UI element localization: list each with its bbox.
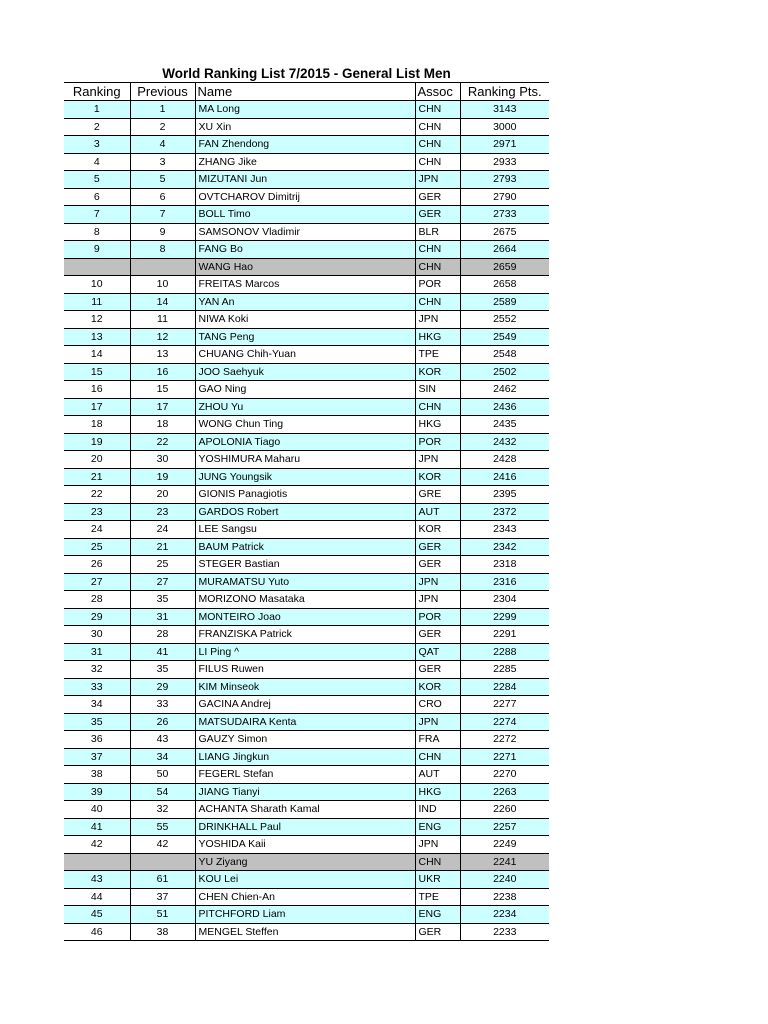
cell-assoc: GER (415, 206, 460, 224)
cell-assoc: HKG (415, 783, 460, 801)
header-ranking: Ranking (64, 83, 130, 101)
cell-name: YU Ziyang (195, 853, 415, 871)
cell-name: GARDOS Robert (195, 503, 415, 521)
cell-name: MONTEIRO Joao (195, 608, 415, 626)
cell-ranking-pts: 2277 (460, 696, 549, 714)
cell-ranking-pts: 2270 (460, 766, 549, 784)
cell-assoc: KOR (415, 521, 460, 539)
cell-ranking-pts: 2274 (460, 713, 549, 731)
cell-name: FANG Bo (195, 241, 415, 259)
cell-previous: 25 (130, 556, 195, 574)
cell-name: MIZUTANI Jun (195, 171, 415, 189)
cell-assoc: KOR (415, 678, 460, 696)
cell-ranking: 39 (64, 783, 130, 801)
cell-ranking-pts: 2548 (460, 346, 549, 364)
cell-name: CHEN Chien-An (195, 888, 415, 906)
cell-ranking-pts: 2659 (460, 258, 549, 276)
cell-ranking: 45 (64, 906, 130, 924)
cell-ranking: 36 (64, 731, 130, 749)
cell-assoc: HKG (415, 328, 460, 346)
cell-name: FAN Zhendong (195, 136, 415, 154)
cell-ranking-pts: 2436 (460, 398, 549, 416)
table-row (64, 748, 549, 766)
cell-ranking: 35 (64, 713, 130, 731)
cell-previous: 5 (130, 171, 195, 189)
cell-name: YOSHIDA Kaii (195, 836, 415, 854)
table-row-highlighted (64, 258, 549, 276)
cell-previous (130, 853, 195, 871)
cell-name: JOO Saehyuk (195, 363, 415, 381)
cell-name: BAUM Patrick (195, 538, 415, 556)
table-row (64, 433, 549, 451)
cell-assoc: CHN (415, 118, 460, 136)
cell-previous: 32 (130, 801, 195, 819)
cell-ranking: 26 (64, 556, 130, 574)
cell-previous: 17 (130, 398, 195, 416)
table-row (64, 818, 549, 836)
cell-previous: 35 (130, 591, 195, 609)
cell-name: CHUANG Chih-Yuan (195, 346, 415, 364)
table-row (64, 136, 549, 154)
cell-name: YOSHIMURA Maharu (195, 451, 415, 469)
cell-ranking: 41 (64, 818, 130, 836)
cell-assoc: GER (415, 538, 460, 556)
table-row (64, 101, 549, 119)
cell-name: GACINA Andrej (195, 696, 415, 714)
cell-previous: 26 (130, 713, 195, 731)
cell-assoc: CRO (415, 696, 460, 714)
cell-assoc: JPN (415, 573, 460, 591)
cell-previous: 31 (130, 608, 195, 626)
cell-ranking: 1 (64, 101, 130, 119)
cell-ranking: 20 (64, 451, 130, 469)
cell-assoc: IND (415, 801, 460, 819)
cell-ranking-pts: 2316 (460, 573, 549, 591)
cell-ranking-pts: 2238 (460, 888, 549, 906)
cell-assoc: CHN (415, 293, 460, 311)
cell-assoc: TPE (415, 888, 460, 906)
cell-previous: 22 (130, 433, 195, 451)
cell-name: JUNG Youngsik (195, 468, 415, 486)
cell-previous: 34 (130, 748, 195, 766)
cell-name: SAMSONOV Vladimir (195, 223, 415, 241)
table-row (64, 696, 549, 714)
cell-previous: 51 (130, 906, 195, 924)
table-row (64, 118, 549, 136)
header-assoc: Assoc (415, 83, 460, 101)
cell-name: DRINKHALL Paul (195, 818, 415, 836)
cell-ranking: 16 (64, 381, 130, 399)
cell-assoc: HKG (415, 416, 460, 434)
cell-ranking-pts: 2304 (460, 591, 549, 609)
table-row (64, 538, 549, 556)
cell-previous: 3 (130, 153, 195, 171)
cell-ranking-pts: 2234 (460, 906, 549, 924)
cell-name: LEE Sangsu (195, 521, 415, 539)
cell-ranking: 40 (64, 801, 130, 819)
cell-previous: 19 (130, 468, 195, 486)
cell-name: LIANG Jingkun (195, 748, 415, 766)
cell-ranking (64, 853, 130, 871)
cell-assoc: GRE (415, 486, 460, 504)
cell-ranking-pts: 2395 (460, 486, 549, 504)
cell-previous: 14 (130, 293, 195, 311)
cell-ranking-pts: 2272 (460, 731, 549, 749)
cell-ranking-pts: 2589 (460, 293, 549, 311)
cell-assoc: JPN (415, 591, 460, 609)
cell-assoc: GER (415, 626, 460, 644)
cell-ranking: 7 (64, 206, 130, 224)
cell-ranking-pts: 2790 (460, 188, 549, 206)
cell-ranking-pts: 2664 (460, 241, 549, 259)
cell-name: WONG Chun Ting (195, 416, 415, 434)
table-row (64, 521, 549, 539)
cell-name: FILUS Ruwen (195, 661, 415, 679)
cell-name: XU Xin (195, 118, 415, 136)
cell-assoc: CHN (415, 398, 460, 416)
cell-assoc: CHN (415, 101, 460, 119)
cell-name: WANG Hao (195, 258, 415, 276)
table-row (64, 871, 549, 889)
table-row (64, 346, 549, 364)
table-row (64, 328, 549, 346)
cell-ranking: 23 (64, 503, 130, 521)
cell-previous: 11 (130, 311, 195, 329)
table-row (64, 731, 549, 749)
cell-name: JIANG Tianyi (195, 783, 415, 801)
cell-ranking-pts: 2240 (460, 871, 549, 889)
cell-assoc: BLR (415, 223, 460, 241)
table-row (64, 486, 549, 504)
cell-previous: 38 (130, 923, 195, 941)
cell-ranking-pts: 2291 (460, 626, 549, 644)
cell-assoc: ENG (415, 906, 460, 924)
cell-assoc: SIN (415, 381, 460, 399)
cell-previous: 55 (130, 818, 195, 836)
cell-ranking-pts: 2263 (460, 783, 549, 801)
cell-previous: 29 (130, 678, 195, 696)
cell-ranking: 29 (64, 608, 130, 626)
header-name: Name (195, 83, 415, 101)
cell-ranking: 44 (64, 888, 130, 906)
cell-ranking-pts: 2428 (460, 451, 549, 469)
cell-previous: 4 (130, 136, 195, 154)
cell-ranking: 12 (64, 311, 130, 329)
cell-name: MURAMATSU Yuto (195, 573, 415, 591)
cell-assoc: CHN (415, 258, 460, 276)
cell-ranking-pts: 2342 (460, 538, 549, 556)
ranking-table (64, 82, 549, 941)
cell-previous: 20 (130, 486, 195, 504)
header-ranking-pts: Ranking Pts. (460, 83, 549, 101)
table-row (64, 766, 549, 784)
cell-ranking: 28 (64, 591, 130, 609)
cell-ranking: 31 (64, 643, 130, 661)
cell-assoc: POR (415, 433, 460, 451)
cell-name: STEGER Bastian (195, 556, 415, 574)
cell-previous: 21 (130, 538, 195, 556)
cell-ranking-pts: 2971 (460, 136, 549, 154)
cell-name: MORIZONO Masataka (195, 591, 415, 609)
cell-assoc: CHN (415, 136, 460, 154)
table-row (64, 713, 549, 731)
cell-ranking: 43 (64, 871, 130, 889)
table-row (64, 188, 549, 206)
cell-ranking-pts: 2933 (460, 153, 549, 171)
cell-ranking-pts: 3000 (460, 118, 549, 136)
cell-ranking-pts: 2299 (460, 608, 549, 626)
cell-ranking: 30 (64, 626, 130, 644)
cell-ranking-pts: 2288 (460, 643, 549, 661)
cell-ranking: 15 (64, 363, 130, 381)
table-header-row (64, 83, 549, 101)
cell-previous: 37 (130, 888, 195, 906)
table-row (64, 293, 549, 311)
cell-ranking: 33 (64, 678, 130, 696)
cell-previous: 10 (130, 276, 195, 294)
table-row (64, 783, 549, 801)
cell-ranking-pts: 2435 (460, 416, 549, 434)
table-row (64, 276, 549, 294)
cell-name: KOU Lei (195, 871, 415, 889)
cell-previous: 15 (130, 381, 195, 399)
cell-assoc: CHN (415, 241, 460, 259)
cell-ranking-pts: 2241 (460, 853, 549, 871)
table-row (64, 206, 549, 224)
table-row (64, 608, 549, 626)
table-row (64, 451, 549, 469)
cell-assoc: CHN (415, 153, 460, 171)
cell-ranking: 10 (64, 276, 130, 294)
cell-ranking-pts: 2502 (460, 363, 549, 381)
cell-name: KIM Minseok (195, 678, 415, 696)
cell-name: ZHOU Yu (195, 398, 415, 416)
cell-ranking-pts: 2372 (460, 503, 549, 521)
cell-ranking-pts: 2233 (460, 923, 549, 941)
cell-ranking: 42 (64, 836, 130, 854)
table-row (64, 888, 549, 906)
cell-previous: 12 (130, 328, 195, 346)
cell-name: BOLL Timo (195, 206, 415, 224)
cell-ranking: 14 (64, 346, 130, 364)
cell-ranking-pts: 2271 (460, 748, 549, 766)
cell-previous: 2 (130, 118, 195, 136)
table-row (64, 503, 549, 521)
cell-name: ACHANTA Sharath Kamal (195, 801, 415, 819)
cell-assoc: TPE (415, 346, 460, 364)
cell-ranking-pts: 2549 (460, 328, 549, 346)
cell-name: FRANZISKA Patrick (195, 626, 415, 644)
cell-ranking: 5 (64, 171, 130, 189)
cell-ranking: 24 (64, 521, 130, 539)
table-row (64, 906, 549, 924)
cell-name: TANG Peng (195, 328, 415, 346)
cell-ranking: 32 (64, 661, 130, 679)
cell-previous: 61 (130, 871, 195, 889)
cell-previous: 24 (130, 521, 195, 539)
cell-assoc: ENG (415, 818, 460, 836)
cell-assoc: UKR (415, 871, 460, 889)
table-row (64, 661, 549, 679)
cell-name: MA Long (195, 101, 415, 119)
cell-ranking: 22 (64, 486, 130, 504)
cell-ranking-pts: 2285 (460, 661, 549, 679)
table-row (64, 398, 549, 416)
cell-previous: 54 (130, 783, 195, 801)
cell-ranking-pts: 2318 (460, 556, 549, 574)
table-row (64, 468, 549, 486)
cell-name: APOLONIA Tiago (195, 433, 415, 451)
cell-assoc: KOR (415, 468, 460, 486)
cell-name: FREITAS Marcos (195, 276, 415, 294)
table-row (64, 836, 549, 854)
cell-previous (130, 258, 195, 276)
cell-previous: 27 (130, 573, 195, 591)
cell-ranking-pts: 2675 (460, 223, 549, 241)
cell-assoc: CHN (415, 853, 460, 871)
cell-name: YAN An (195, 293, 415, 311)
cell-previous: 35 (130, 661, 195, 679)
cell-assoc: AUT (415, 503, 460, 521)
cell-name: LI Ping ^ (195, 643, 415, 661)
cell-ranking-pts: 2552 (460, 311, 549, 329)
cell-ranking: 6 (64, 188, 130, 206)
cell-ranking-pts: 3143 (460, 101, 549, 119)
table-row (64, 643, 549, 661)
table-row (64, 363, 549, 381)
cell-ranking: 19 (64, 433, 130, 451)
cell-ranking: 4 (64, 153, 130, 171)
cell-ranking (64, 258, 130, 276)
cell-ranking: 18 (64, 416, 130, 434)
cell-ranking: 3 (64, 136, 130, 154)
cell-assoc: GER (415, 661, 460, 679)
cell-name: NIWA Koki (195, 311, 415, 329)
table-row (64, 171, 549, 189)
cell-previous: 30 (130, 451, 195, 469)
cell-assoc: JPN (415, 713, 460, 731)
table-row-highlighted (64, 853, 549, 871)
cell-assoc: FRA (415, 731, 460, 749)
table-row (64, 223, 549, 241)
cell-ranking-pts: 2733 (460, 206, 549, 224)
table-row (64, 573, 549, 591)
cell-assoc: CHN (415, 748, 460, 766)
cell-previous: 18 (130, 416, 195, 434)
cell-previous: 43 (130, 731, 195, 749)
cell-name: MATSUDAIRA Kenta (195, 713, 415, 731)
cell-previous: 1 (130, 101, 195, 119)
cell-ranking: 27 (64, 573, 130, 591)
cell-ranking-pts: 2284 (460, 678, 549, 696)
cell-name: OVTCHAROV Dimitrij (195, 188, 415, 206)
cell-ranking: 37 (64, 748, 130, 766)
cell-assoc: GER (415, 556, 460, 574)
table-body (64, 101, 549, 941)
cell-ranking-pts: 2343 (460, 521, 549, 539)
cell-assoc: KOR (415, 363, 460, 381)
cell-ranking-pts: 2462 (460, 381, 549, 399)
cell-ranking: 11 (64, 293, 130, 311)
cell-previous: 23 (130, 503, 195, 521)
cell-ranking: 21 (64, 468, 130, 486)
cell-assoc: JPN (415, 451, 460, 469)
cell-previous: 8 (130, 241, 195, 259)
cell-ranking-pts: 2658 (460, 276, 549, 294)
cell-ranking: 46 (64, 923, 130, 941)
document-title: World Ranking List 7/2015 - General List Men (162, 66, 451, 81)
cell-assoc: JPN (415, 171, 460, 189)
table-row (64, 241, 549, 259)
cell-assoc: QAT (415, 643, 460, 661)
table-row (64, 311, 549, 329)
cell-ranking-pts: 2432 (460, 433, 549, 451)
cell-ranking-pts: 2416 (460, 468, 549, 486)
cell-name: FEGERL Stefan (195, 766, 415, 784)
cell-ranking: 13 (64, 328, 130, 346)
cell-previous: 50 (130, 766, 195, 784)
cell-ranking: 9 (64, 241, 130, 259)
cell-ranking: 34 (64, 696, 130, 714)
cell-previous: 42 (130, 836, 195, 854)
cell-assoc: AUT (415, 766, 460, 784)
cell-previous: 7 (130, 206, 195, 224)
cell-assoc: GER (415, 188, 460, 206)
cell-previous: 6 (130, 188, 195, 206)
cell-previous: 33 (130, 696, 195, 714)
header-previous: Previous (130, 83, 195, 101)
cell-assoc: JPN (415, 836, 460, 854)
cell-ranking: 8 (64, 223, 130, 241)
table-row (64, 923, 549, 941)
cell-name: ZHANG Jike (195, 153, 415, 171)
cell-name: GAUZY Simon (195, 731, 415, 749)
cell-assoc: JPN (415, 311, 460, 329)
cell-ranking-pts: 2249 (460, 836, 549, 854)
table-row (64, 556, 549, 574)
cell-ranking-pts: 2260 (460, 801, 549, 819)
cell-ranking: 25 (64, 538, 130, 556)
table-row (64, 678, 549, 696)
cell-previous: 41 (130, 643, 195, 661)
table-row (64, 801, 549, 819)
cell-assoc: GER (415, 923, 460, 941)
table-row (64, 381, 549, 399)
cell-name: GIONIS Panagiotis (195, 486, 415, 504)
cell-previous: 13 (130, 346, 195, 364)
cell-name: GAO Ning (195, 381, 415, 399)
cell-ranking: 17 (64, 398, 130, 416)
cell-ranking-pts: 2793 (460, 171, 549, 189)
cell-ranking: 38 (64, 766, 130, 784)
cell-assoc: POR (415, 276, 460, 294)
table-row (64, 626, 549, 644)
cell-assoc: POR (415, 608, 460, 626)
table-row (64, 416, 549, 434)
cell-previous: 28 (130, 626, 195, 644)
cell-ranking-pts: 2257 (460, 818, 549, 836)
cell-ranking: 2 (64, 118, 130, 136)
cell-previous: 9 (130, 223, 195, 241)
table-row (64, 591, 549, 609)
cell-name: MENGEL Steffen (195, 923, 415, 941)
table-row (64, 153, 549, 171)
cell-name: PITCHFORD Liam (195, 906, 415, 924)
cell-previous: 16 (130, 363, 195, 381)
